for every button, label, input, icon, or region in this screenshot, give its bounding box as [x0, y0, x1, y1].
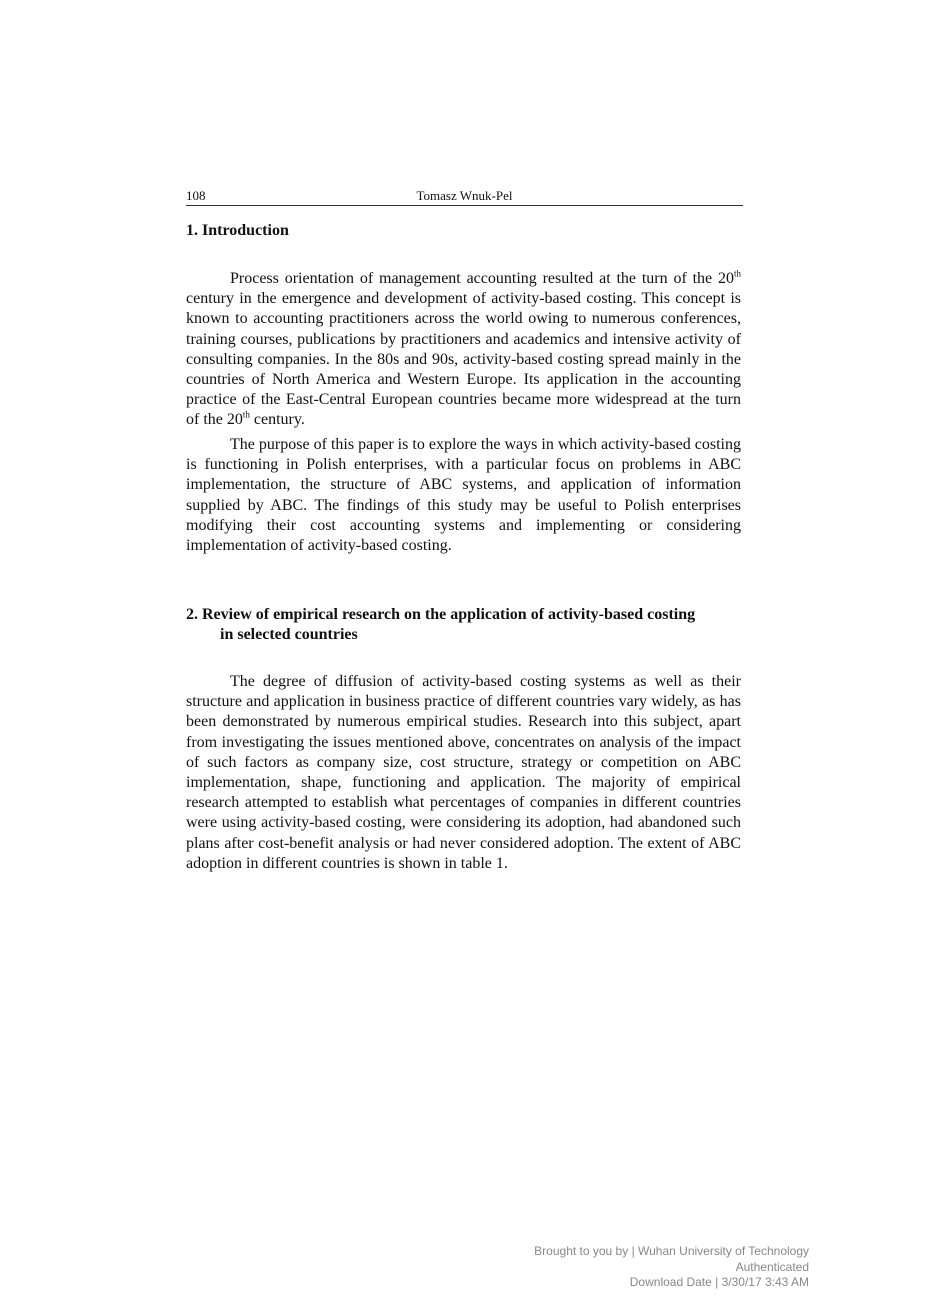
- section-heading-review: [186, 605, 743, 645]
- text-run: century in the emergence and development of activity-based costing. This concept is known to accounting practitioners across the world owing to numerous conferences, training courses, publications by practitioners and academics and intensive activity of consulting companies. In the 80s and 90s, activity-based costing spread mainly in the countries of North America and Western Europe. Its application in the accounting practice of the East-Central European countries became more widespread at the turn of the 20: [186, 290, 741, 429]
- section-heading-line: 2. Review of empirical research on the application of activity-based costing: [186, 606, 696, 623]
- running-header: [186, 188, 743, 206]
- section-heading-introduction: 1. Introduction: [186, 222, 289, 239]
- footer-line: Brought to you by | Wuhan University of Technology: [534, 1244, 809, 1258]
- text-run: Process orientation of management accounting resulted at the turn of the 20: [230, 270, 734, 287]
- text-run: century.: [249, 411, 305, 429]
- download-footer: [534, 1244, 809, 1291]
- superscript: th: [733, 268, 741, 279]
- footer-line: Authenticated: [735, 1259, 809, 1274]
- running-header-author: Tomasz Wnuk-Pel: [416, 188, 513, 203]
- section-heading-line: in selected countries: [220, 626, 358, 643]
- superscript: th: [242, 410, 250, 421]
- page-number: 108: [186, 188, 206, 203]
- paragraph-review-1: The degree of diffusion of activity-based costing systems as well as their structure and application in business practice of different countries vary widely, as has been demonstrated by numerous empirical studies. Research into this subject, apart from investigating the issues mentioned above, concentrates on analysis of the impact of such factors as company size, cost structure, strategy or competition on ABC implementation, shape, functioning and application. The majority of empirical research attempted to establish what percentages of companies in different countries were using activity-based costing, were considering its adoption, had abandoned such plans after cost-benefit analysis or had never considered adoption. The extent of ABC adoption in different countries is shown in table 1.: [186, 673, 741, 872]
- footer-line: Download Date | 3/30/17 3:43 AM: [629, 1275, 809, 1289]
- paragraph-intro-2: The purpose of this paper is to explore the ways in which activity-based costing is functioning in Polish enterprises, with a particular focus on problems in ABC implementation, the structure of ABC systems, and application of information supplied by ABC. The findings of this study may be useful to Polish enterprises modifying their cost accounting systems and implementing or considering implementation of activity-based costing.: [186, 436, 741, 555]
- paragraph-intro-1: [186, 269, 741, 431]
